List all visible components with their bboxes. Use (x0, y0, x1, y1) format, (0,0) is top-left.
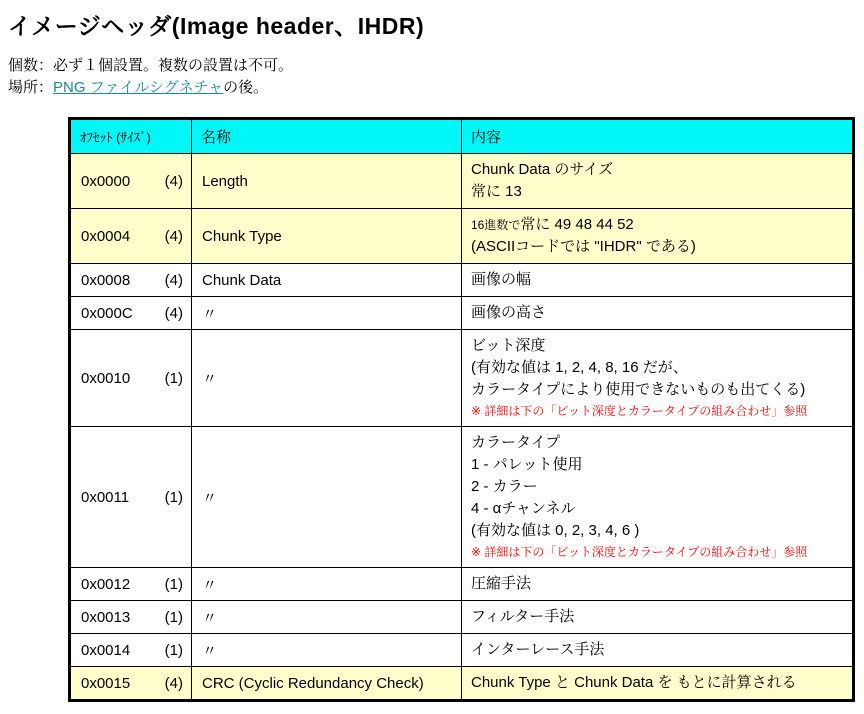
content-line: 画像の高さ (471, 304, 547, 321)
cell-content (462, 667, 854, 701)
cell-offset (70, 209, 192, 264)
offset-size-wrap (81, 305, 183, 322)
table-row (70, 601, 854, 634)
offset-size-wrap (81, 489, 183, 506)
offset-size-wrap (81, 642, 183, 659)
cell-name: 〃 (192, 330, 462, 427)
field-size: (1) (164, 488, 183, 506)
offset-hex: 0x0015 (81, 674, 131, 692)
content-line: カラータイプにより使用できないものも出てくる) (471, 381, 806, 398)
content-line: 2 - カラー (471, 478, 538, 495)
cell-offset (70, 264, 192, 297)
cell-name: Length (192, 154, 462, 209)
table-row (70, 667, 854, 701)
cell-content (462, 264, 854, 297)
page-title: イメージヘッダ(Image header、IHDR) (8, 13, 425, 39)
column-header-offset-size: ｵﾌｾｯﾄ (ｻｲｽﾞ) (70, 119, 192, 154)
reference-note: ※ 詳細は下の「ビット深度とカラータイプの組み合わせ」参照 (471, 404, 808, 418)
field-size: (4) (164, 304, 183, 322)
field-size: (1) (164, 369, 183, 387)
cell-offset (70, 427, 192, 568)
content-line: Chunk Type と Chunk Data を もとに計算される (471, 674, 797, 691)
table-header-row (70, 119, 854, 154)
offset-size-wrap (81, 228, 183, 245)
cell-content (462, 601, 854, 634)
content-line: (ASCIIコードでは "IHDR" である) (471, 238, 696, 255)
cell-content (462, 209, 854, 264)
content-small-prefix: 16進数で (471, 218, 521, 232)
cell-content (462, 154, 854, 209)
content-line: 画像の幅 (471, 271, 532, 288)
content-line: フィルター手法 (471, 608, 575, 625)
offset-hex: 0x000C (81, 304, 133, 322)
offset-hex: 0x0013 (81, 608, 131, 626)
cell-name: Chunk Type (192, 209, 462, 264)
cell-name: 〃 (192, 297, 462, 330)
table-row (70, 568, 854, 601)
content-line: (有効な値は 0, 2, 3, 4, 6 ) (471, 522, 640, 539)
cell-offset (70, 634, 192, 667)
table-row (70, 154, 854, 209)
offset-size-wrap (81, 370, 183, 387)
intro-block (8, 55, 864, 99)
cell-name: 〃 (192, 601, 462, 634)
offset-size-wrap (81, 272, 183, 289)
field-size: (1) (164, 608, 183, 626)
cell-name: 〃 (192, 427, 462, 568)
cell-offset (70, 667, 192, 701)
table-row (70, 297, 854, 330)
offset-size-wrap (81, 609, 183, 626)
field-size: (4) (164, 172, 183, 190)
content-line: ビット深度 (471, 337, 546, 354)
field-size: (4) (164, 674, 183, 692)
field-size: (1) (164, 641, 183, 659)
cell-name: CRC (Cyclic Redundancy Check) (192, 667, 462, 701)
field-size: (4) (164, 271, 183, 289)
offset-size-wrap (81, 675, 183, 692)
cell-content (462, 568, 854, 601)
offset-hex: 0x0000 (81, 172, 131, 190)
offset-hex: 0x0004 (81, 227, 131, 245)
table-row (70, 634, 854, 667)
cell-offset (70, 601, 192, 634)
cell-content (462, 330, 854, 427)
offset-hex: 0x0014 (81, 641, 131, 659)
content-line: 圧縮手法 (471, 575, 532, 592)
cell-content (462, 427, 854, 568)
png-signature-link[interactable]: PNG ファイルシグネチャ (53, 79, 224, 96)
content-line: 4 - αチャンネル (471, 500, 576, 517)
ihdr-spec-table (68, 117, 855, 702)
content-line: 1 - パレット使用 (471, 456, 583, 473)
cell-name: Chunk Data (192, 264, 462, 297)
content-line: Chunk Data のサイズ (471, 161, 614, 178)
content-line: インターレース手法 (471, 641, 605, 658)
intro-location-line (8, 77, 864, 99)
cell-content (462, 297, 854, 330)
cell-content (462, 634, 854, 667)
table-row (70, 330, 854, 427)
field-size: (4) (164, 227, 183, 245)
cell-name: 〃 (192, 634, 462, 667)
column-header-content: 内容 (462, 119, 854, 154)
offset-size-wrap (81, 173, 183, 190)
intro-location-suffix: の後。 (223, 79, 269, 96)
intro-location-prefix: 場所： (8, 79, 54, 96)
cell-name: 〃 (192, 568, 462, 601)
offset-hex: 0x0012 (81, 575, 131, 593)
cell-offset (70, 297, 192, 330)
column-header-name: 名称 (192, 119, 462, 154)
table-row (70, 264, 854, 297)
content-line: (有効な値は 1, 2, 4, 8, 16 だが、 (471, 359, 688, 376)
cell-offset (70, 568, 192, 601)
table-body (70, 154, 854, 701)
content-line: カラータイプ (471, 434, 561, 451)
field-size: (1) (164, 575, 183, 593)
intro-count-line: 個数：必ず１個設置。複数の設置は不可。 (8, 57, 294, 74)
content-line: 常に 13 (471, 183, 522, 200)
offset-hex: 0x0010 (81, 369, 131, 387)
offset-hex: 0x0011 (81, 488, 130, 506)
offset-size-wrap (81, 576, 183, 593)
cell-offset (70, 330, 192, 427)
table-row (70, 209, 854, 264)
table-row (70, 427, 854, 568)
offset-hex: 0x0008 (81, 271, 131, 289)
cell-offset (70, 154, 192, 209)
reference-note: ※ 詳細は下の「ビット深度とカラータイプの組み合わせ」参照 (471, 545, 808, 559)
content-line: 16進数で常に 49 48 44 52 (471, 216, 634, 233)
